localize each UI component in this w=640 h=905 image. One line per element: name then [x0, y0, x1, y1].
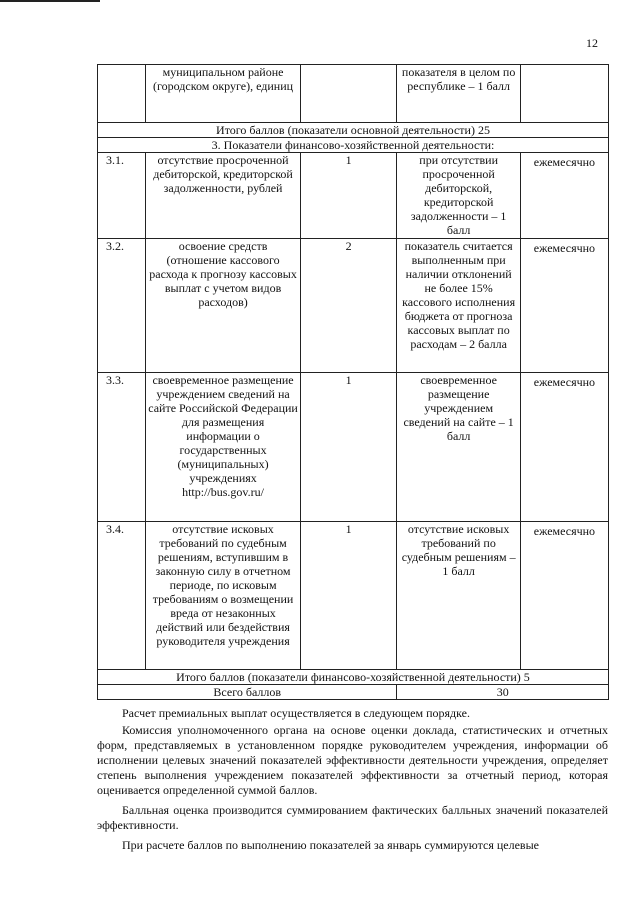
indicator-frequency: ежемесячно [520, 239, 608, 373]
indicator-frequency: ежемесячно [520, 373, 608, 522]
row-number: 3.3. [98, 373, 146, 522]
indicator-frequency [520, 65, 608, 123]
grand-total-value: 30 [397, 685, 609, 700]
scan-edge-line [0, 0, 100, 2]
table-row [98, 522, 609, 670]
indicator-name: муниципальном районе (городском округе), единиц [146, 65, 301, 123]
indicator-name: отсутствие исковых требований по судебным решениям, вступившим в законную силу в отчетном периоде, по исковым требованиям о возмещении вреда от незаконных действий или бездействия руководителя учреждения [146, 522, 301, 670]
paragraph-4: При расчете баллов по выполнению показателей за январь суммируются целевые [122, 838, 539, 852]
indicator-name: своевременное размещение учреждением сведений на сайте Российской Федерации для размещения информации о государственных (муниципальных) учреждениях http://bus.gov.ru/ [146, 373, 301, 522]
section-title-row [98, 138, 609, 153]
indicator-name: отсутствие просроченной дебиторской, кредиторской задолженности, рублей [146, 153, 301, 239]
indicator-criterion: при отсутствии просроченной дебиторской, кредиторской задолженности – 1 балл [397, 153, 520, 239]
indicator-score: 1 [300, 373, 397, 522]
row-number: 3.4. [98, 522, 146, 670]
indicator-name: освоение средств (отношение кассового расхода к прогнозу кассовых выплат с учетом видов расходов) [146, 239, 301, 373]
total-main-label: Итого баллов (показатели основной деятельности) 25 [98, 123, 609, 138]
row-number: 3.2. [98, 239, 146, 373]
indicator-criterion: показатель считается выполненным при наличии отклонений не более 15% кассового исполнения бюджета от прогноза кассовых выплат по расходам – 2 балла [397, 239, 520, 373]
total-main-row [98, 123, 609, 138]
indicator-criterion: своевременное размещение учреждением сведений на сайте – 1 балл [397, 373, 520, 522]
table-row [98, 153, 609, 239]
indicators-table [97, 64, 609, 700]
indicator-score: 2 [300, 239, 397, 373]
table-row [98, 65, 609, 123]
indicator-score [300, 65, 397, 123]
total-fin-label: Итого баллов (показатели финансово-хозяйственной деятельности) 5 [98, 670, 609, 685]
grand-total-row [98, 685, 609, 700]
paragraph-2: Комиссия уполномоченного органа на основе оценки доклада, статистических и отчетных форм, представляемых в установленном порядке руководителем учреждения, информации об исполнении целевых значений показателей эффективности деятельности учреждения, определяет степень выполнения учреждением показателей эффективности за отчетный период, которая оценивается определенной суммой баллов. [97, 723, 608, 797]
paragraph-3: Балльная оценка производится суммированием фактических балльных значений показателей эффективности. [97, 803, 608, 832]
row-number [98, 65, 146, 123]
table-row [98, 239, 609, 373]
paragraph-1: Расчет премиальных выплат осуществляется в следующем порядке. [122, 706, 470, 720]
indicator-criterion: отсутствие исковых требований по судебным решениям – 1 балл [397, 522, 520, 670]
indicator-score: 1 [300, 153, 397, 239]
grand-total-label: Всего баллов [98, 685, 397, 700]
row-number: 3.1. [98, 153, 146, 239]
page-number: 12 [586, 36, 598, 50]
section3-title: 3. Показатели финансово-хозяйственной деятельности: [98, 138, 609, 153]
indicator-frequency: ежемесячно [520, 153, 608, 239]
indicator-criterion: показателя в целом по республике – 1 балл [397, 65, 520, 123]
table-row [98, 373, 609, 522]
indicator-score: 1 [300, 522, 397, 670]
total-fin-row [98, 670, 609, 685]
indicator-frequency: ежемесячно [520, 522, 608, 670]
